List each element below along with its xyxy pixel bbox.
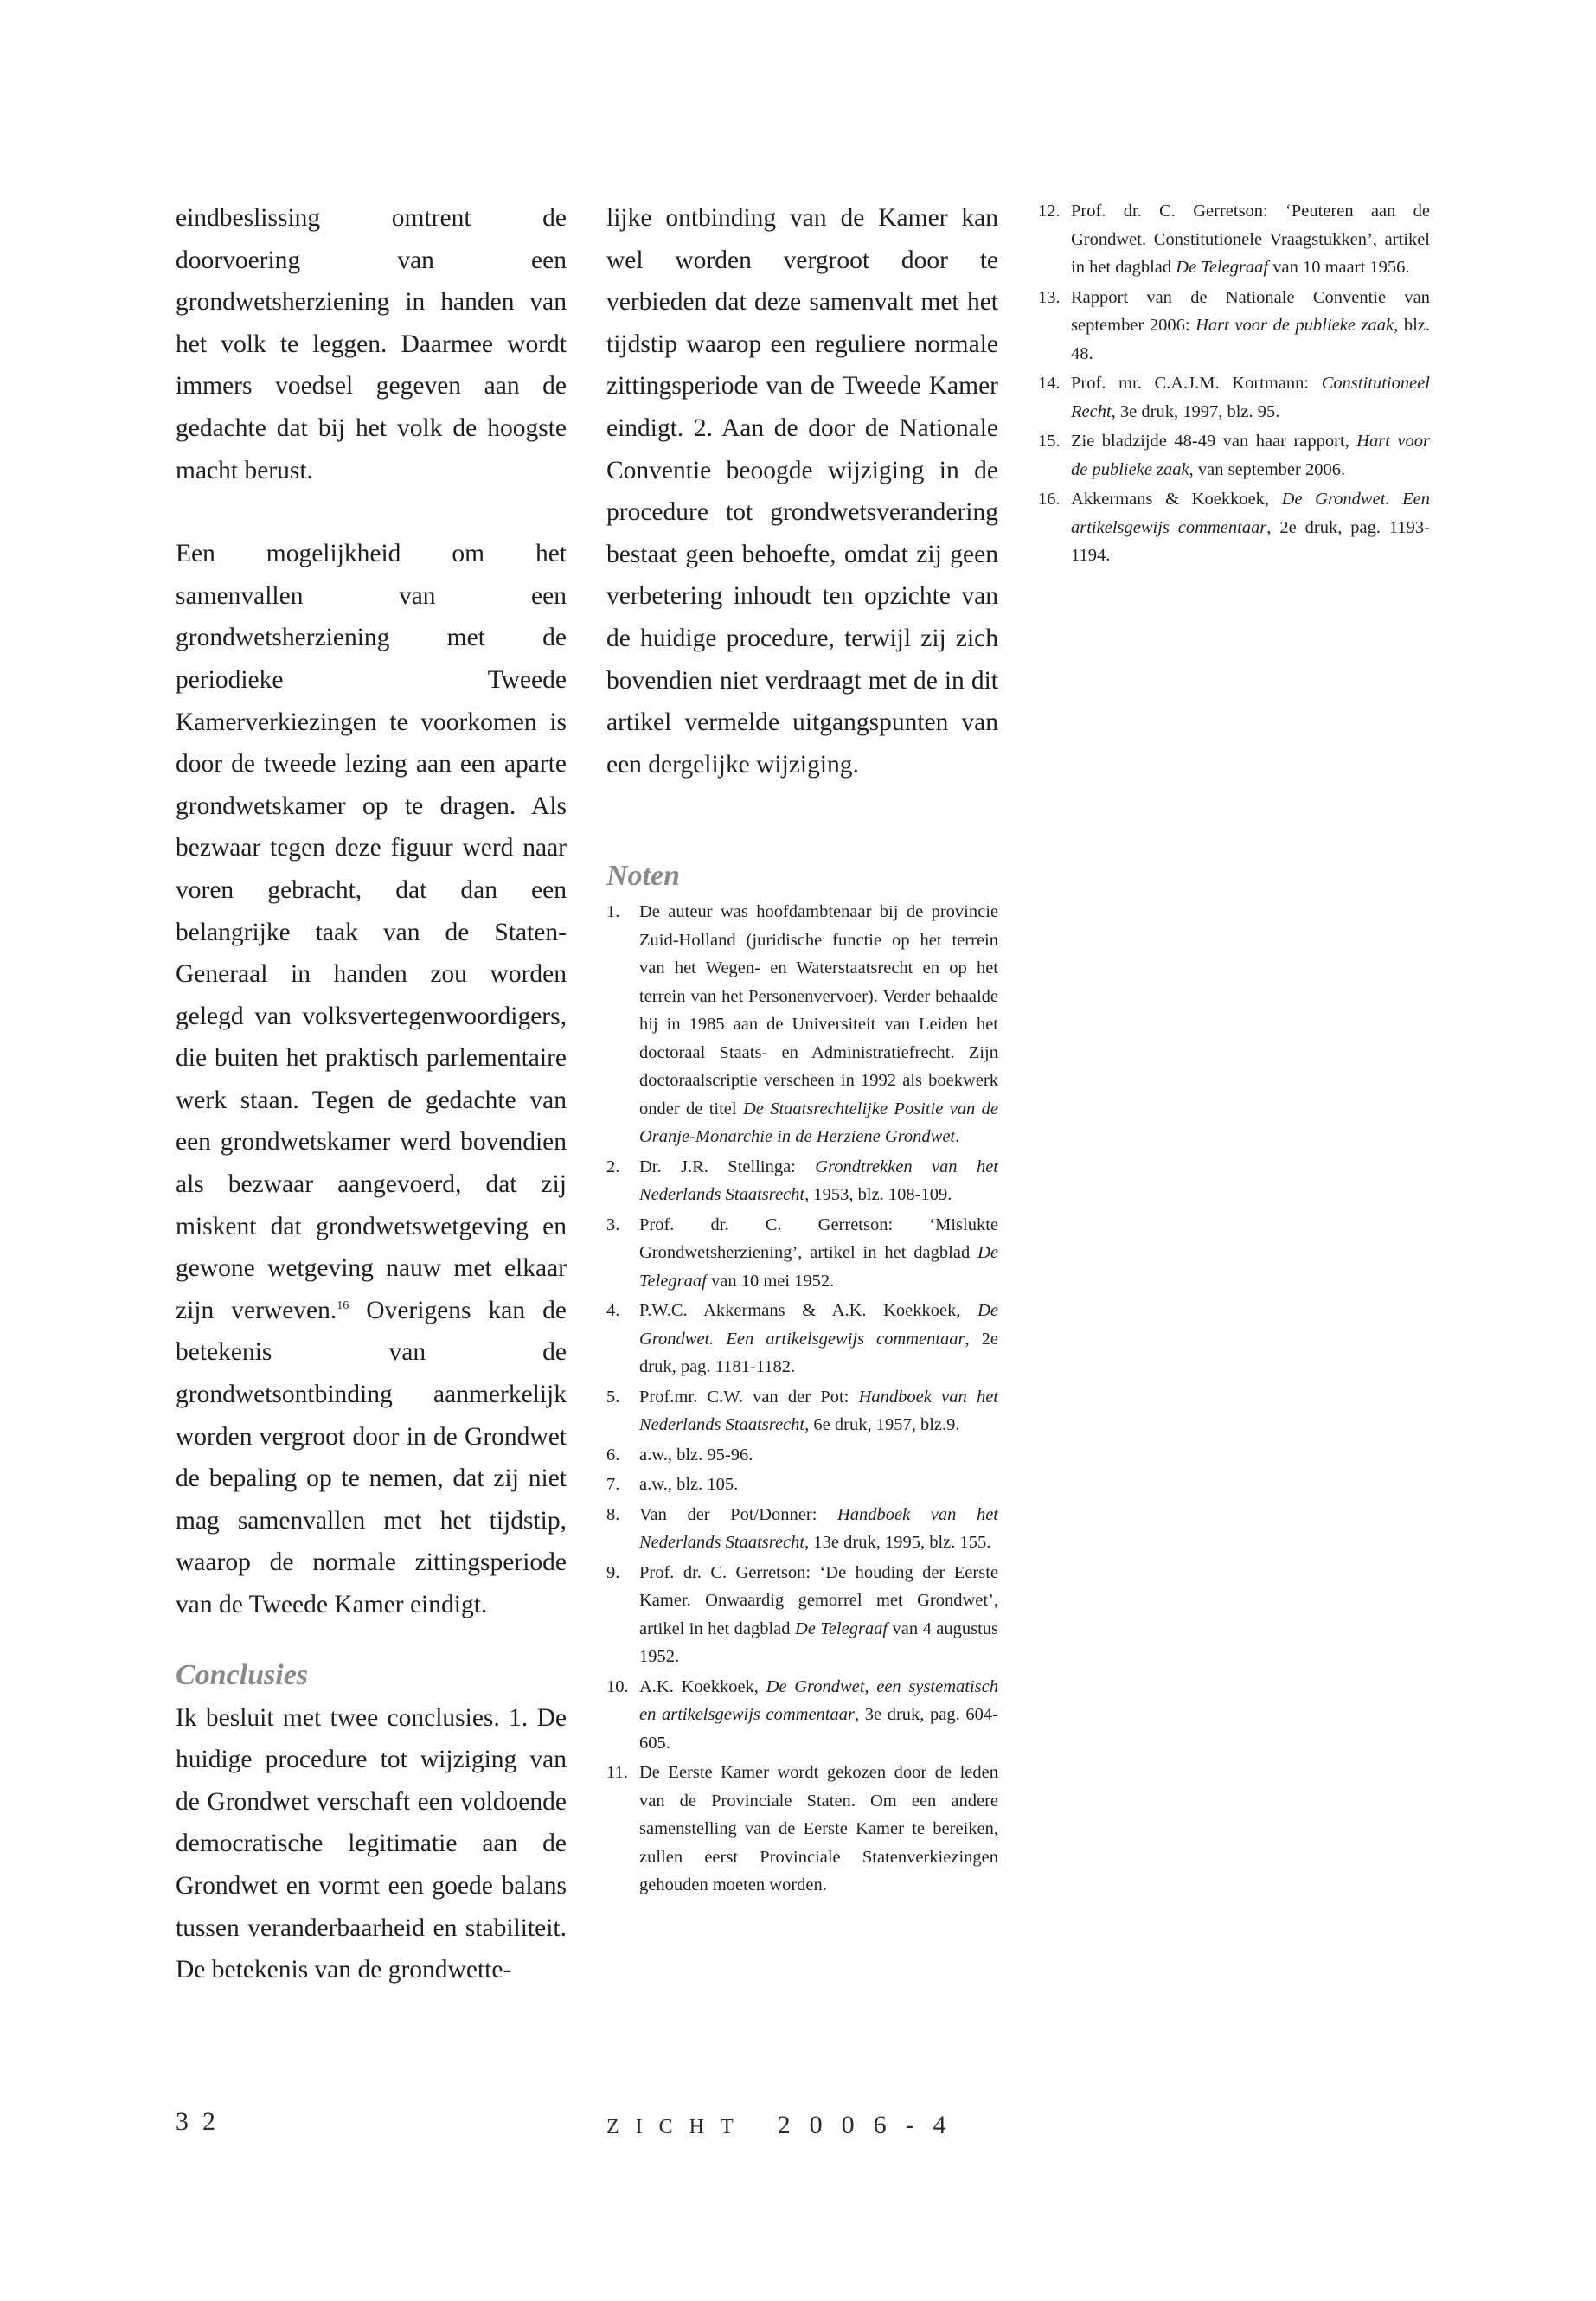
footnote-title: De Grondwet. Een artikelsgewijs commentaar (1071, 490, 1431, 537)
footnote-number: 7. (606, 1475, 620, 1495)
footnote-item (1038, 485, 1430, 570)
page-number: 32 (176, 2107, 229, 2136)
journal-issue: 2006-4 (777, 2111, 965, 2139)
footnote-text-after: , 3e druk, pag. 604-605. (639, 1705, 998, 1753)
footnote-text: a.w., blz. 105. (639, 1475, 739, 1495)
footnote-title: De Staatsrechtelijke Positie van de Oranje-Monarchie in de Herziene Grondwet (639, 1099, 998, 1147)
footnote-item (606, 1673, 998, 1758)
footnote-text: Akkermans & Koekkoek, (1071, 490, 1282, 509)
footnote-text-after: van 10 mei 1952. (706, 1271, 835, 1291)
footnote-item (606, 1501, 998, 1557)
footnote-text-after: . (955, 1127, 960, 1147)
footnote-title: De Grondwet. Een artikelsgewijs commentaar (639, 1301, 998, 1349)
footnote-title: De Telegraaf (639, 1243, 998, 1291)
footnote-reference[interactable]: 16 (337, 1299, 349, 1313)
paragraph-continuation: lijke ontbinding van de Kamer kan wel worden vergroot door te verbieden dat deze samenvalt met het tijdstip waarop een reguliere normale zittingsperiode van de Tweede Kamer eindigt. 2. Aan de door de Nationale Conventie beoogde wijziging in de procedure tot grondwetsverandering bestaat geen behoefte, omdat zij geen verbetering inhoudt ten opzichte van de huidige procedure, terwijl zij zich bovendien niet verdraagt met de in dit artikel vermelde uitgangspunten van een dergelijke wijziging. (606, 204, 998, 779)
footnote-text: Prof. dr. C. Gerretson: ‘Mislukte Grondwetsherziening’, artikel in het dagblad (639, 1215, 998, 1263)
footnote-text: Prof.mr. C.W. van der Pot: (639, 1387, 859, 1407)
footnote-number: 11. (606, 1763, 628, 1783)
footnote-number: 13. (1038, 287, 1061, 307)
section-heading-conclusies: Conclusies (176, 1658, 309, 1691)
footnote-text-after: van 10 maart 1956. (1268, 258, 1410, 277)
paragraph-grondwetskamer (176, 533, 567, 1625)
column-left (176, 197, 567, 1991)
section-heading-noten: Noten (606, 860, 680, 893)
column-right (1038, 197, 1430, 572)
footnotes-list (606, 898, 998, 1900)
paragraph-text: Een mogelijkheid om het samenvallen van een grondwetsherziening met de periodieke Tweede Kamerverkiezingen te voorkomen is door de tweede lezing aan een aparte grondwetskamer op te dragen. Als bezwaar tegen deze figuur werd naar voren gebracht, dat dan een belangrijke taak van de Staten-Generaal in handen zou worden gelegd van volksvertegenwoordigers, die buiten het praktisch parlementaire werk staan. Tegen de gedachte van een grondwetskamer werd bovendien als bezwaar aangevoerd, dat zij miskent dat grondwetswetgeving en gewone wetgeving nauw met elkaar zijn verweven. (176, 540, 567, 1324)
paragraph-conclusies: Ik besluit met twee conclusies. 1. De huidige procedure tot wijziging van de Grondwet verschaft een voldoende democratische legitimatie aan de Grondwet en vormt een goede balans tussen veranderbaarheid en stabiliteit. De betekenis van de grondwette- (176, 1703, 567, 1984)
footnote-item (606, 1211, 998, 1296)
footnote-title: Hart voor de publieke zaak (1071, 432, 1430, 479)
footnote-item (606, 1559, 998, 1671)
footnote-title: Hart voor de publieke zaak (1195, 316, 1394, 335)
footnote-number: 10. (606, 1676, 629, 1696)
footnote-number: 4. (606, 1301, 620, 1321)
footnote-item (606, 1153, 998, 1209)
footnotes-list-continued (1038, 197, 1430, 570)
footnote-number: 12. (1038, 202, 1061, 221)
footnote-text: Prof. dr. C. Gerretson: ‘Peuteren aan de Grondwet. Constitutionele Vraagstukken’, artikel in het dagblad (1071, 202, 1430, 277)
footnote-title: Constitutioneel Recht (1071, 374, 1430, 421)
footnote-text: a.w., blz. 95-96. (639, 1445, 753, 1465)
footnote-number: 5. (606, 1387, 620, 1407)
footnote-number: 14. (1038, 374, 1061, 393)
footnote-title: Handboek van het Nederlands Staatsrecht (639, 1504, 998, 1553)
footnote-text: A.K. Koekkoek, (639, 1676, 766, 1696)
footnote-number: 8. (606, 1504, 620, 1524)
paragraph-text-continued: Overigens kan de betekenis van de grondwetsontbinding aanmerkelijk worden vergroot door in de Grondwet de bepaling op te nemen, dat zij niet mag samenvallen met het tijdstip, waarop de normale zittingsperiode van de Tweede Kamer eindigt. (176, 1296, 567, 1618)
footnote-text-after: , 1953, blz. 108-109. (804, 1185, 952, 1205)
footnote-number: 9. (606, 1562, 620, 1582)
footnote-text: Prof. mr. C.A.J.M. Kortmann: (1071, 374, 1322, 393)
paragraph-intro: eindbeslissing omtrent de doorvoering van een grondwetsherziening in handen van het volk te leggen. Daarmee wordt immers voedsel gegeven aan de gedachte dat bij het volk de hoogste macht berust. (176, 204, 567, 484)
footnote-item (606, 1383, 998, 1439)
footnote-text: De auteur was hoofdambtenaar bij de provincie Zuid-Holland (juridische functie op het terrein van het Wegen- en Waterstaatsrecht en op het terrein van het Personenvervoer). Verder behaalde hij in 1985 aan de Universiteit van Leiden het doctoraal Staats- en Administratiefrecht. Zijn doctoraalscriptie verscheen in 1992 als boekwerk onder de titel (639, 902, 998, 1118)
footnote-title: Grondtrekken van het Nederlands Staatsrecht (639, 1157, 998, 1205)
footnote-item (606, 1441, 998, 1470)
footnote-text-after: , 6e druk, 1957, blz.9. (804, 1415, 960, 1435)
footnote-title: De Telegraaf (1176, 258, 1269, 277)
footnote-number: 15. (1038, 432, 1061, 451)
footnote-item (1038, 284, 1430, 369)
footnote-number: 6. (606, 1445, 620, 1465)
footnote-title: De Telegraaf (794, 1618, 888, 1638)
footnote-text: Rapport van de Nationale Conventie van september 2006: (1071, 287, 1430, 335)
footnote-text: De Eerste Kamer wordt gekozen door de leden van de Provinciale Staten. Om een andere samenstelling van de Eerste Kamer te bereiken, zullen eerst Provinciale Statenverkiezingen gehouden moeten worden. (639, 1763, 998, 1895)
footnote-item (606, 1759, 998, 1900)
footnote-text-after: , blz. 48. (1071, 316, 1430, 363)
footnote-item (1038, 369, 1430, 426)
footnote-item (1038, 427, 1430, 484)
footnote-text-after: , 2e druk, pag. 1193-1194. (1071, 517, 1430, 565)
footnote-number: 1. (606, 902, 620, 922)
footnote-number: 3. (606, 1215, 620, 1234)
footnote-text: P.W.C. Akkermans & A.K. Koekkoek, (639, 1301, 978, 1321)
journal-name: ZICHT (606, 2116, 750, 2138)
footnote-item (606, 898, 998, 1151)
footnote-item (606, 1471, 998, 1499)
footnote-text-after: , 2e druk, pag. 1181-1182. (639, 1329, 998, 1377)
footnote-text: Dr. J.R. Stellinga: (639, 1157, 816, 1176)
footnote-text: Van der Pot/Donner: (639, 1504, 837, 1524)
footnote-text: Zie bladzijde 48-49 van haar rapport, (1071, 432, 1357, 451)
footnote-text-after: , 13e druk, 1995, blz. 155. (804, 1533, 991, 1553)
footnote-text-after: , van september 2006. (1189, 459, 1346, 479)
footnote-item (1038, 197, 1430, 282)
footnote-title: De Grondwet, een systematisch en artikelsgewijs commentaar (639, 1676, 998, 1725)
footnote-number: 16. (1038, 490, 1061, 509)
footnote-item (606, 1297, 998, 1381)
column-middle (606, 197, 998, 1901)
footnote-title: Handboek van het Nederlands Staatsrecht (639, 1387, 998, 1435)
footnote-number: 2. (606, 1157, 620, 1176)
journal-footer (606, 2111, 965, 2140)
footnote-text-after: , 3e druk, 1997, blz. 95. (1111, 401, 1280, 421)
footnote-text-after: van 4 augustus 1952. (639, 1618, 998, 1667)
footnote-text: Prof. dr. C. Gerretson: ‘De houding der Eerste Kamer. Onwaardig gemorrel met Grondwet’, artikel in het dagblad (639, 1562, 998, 1638)
